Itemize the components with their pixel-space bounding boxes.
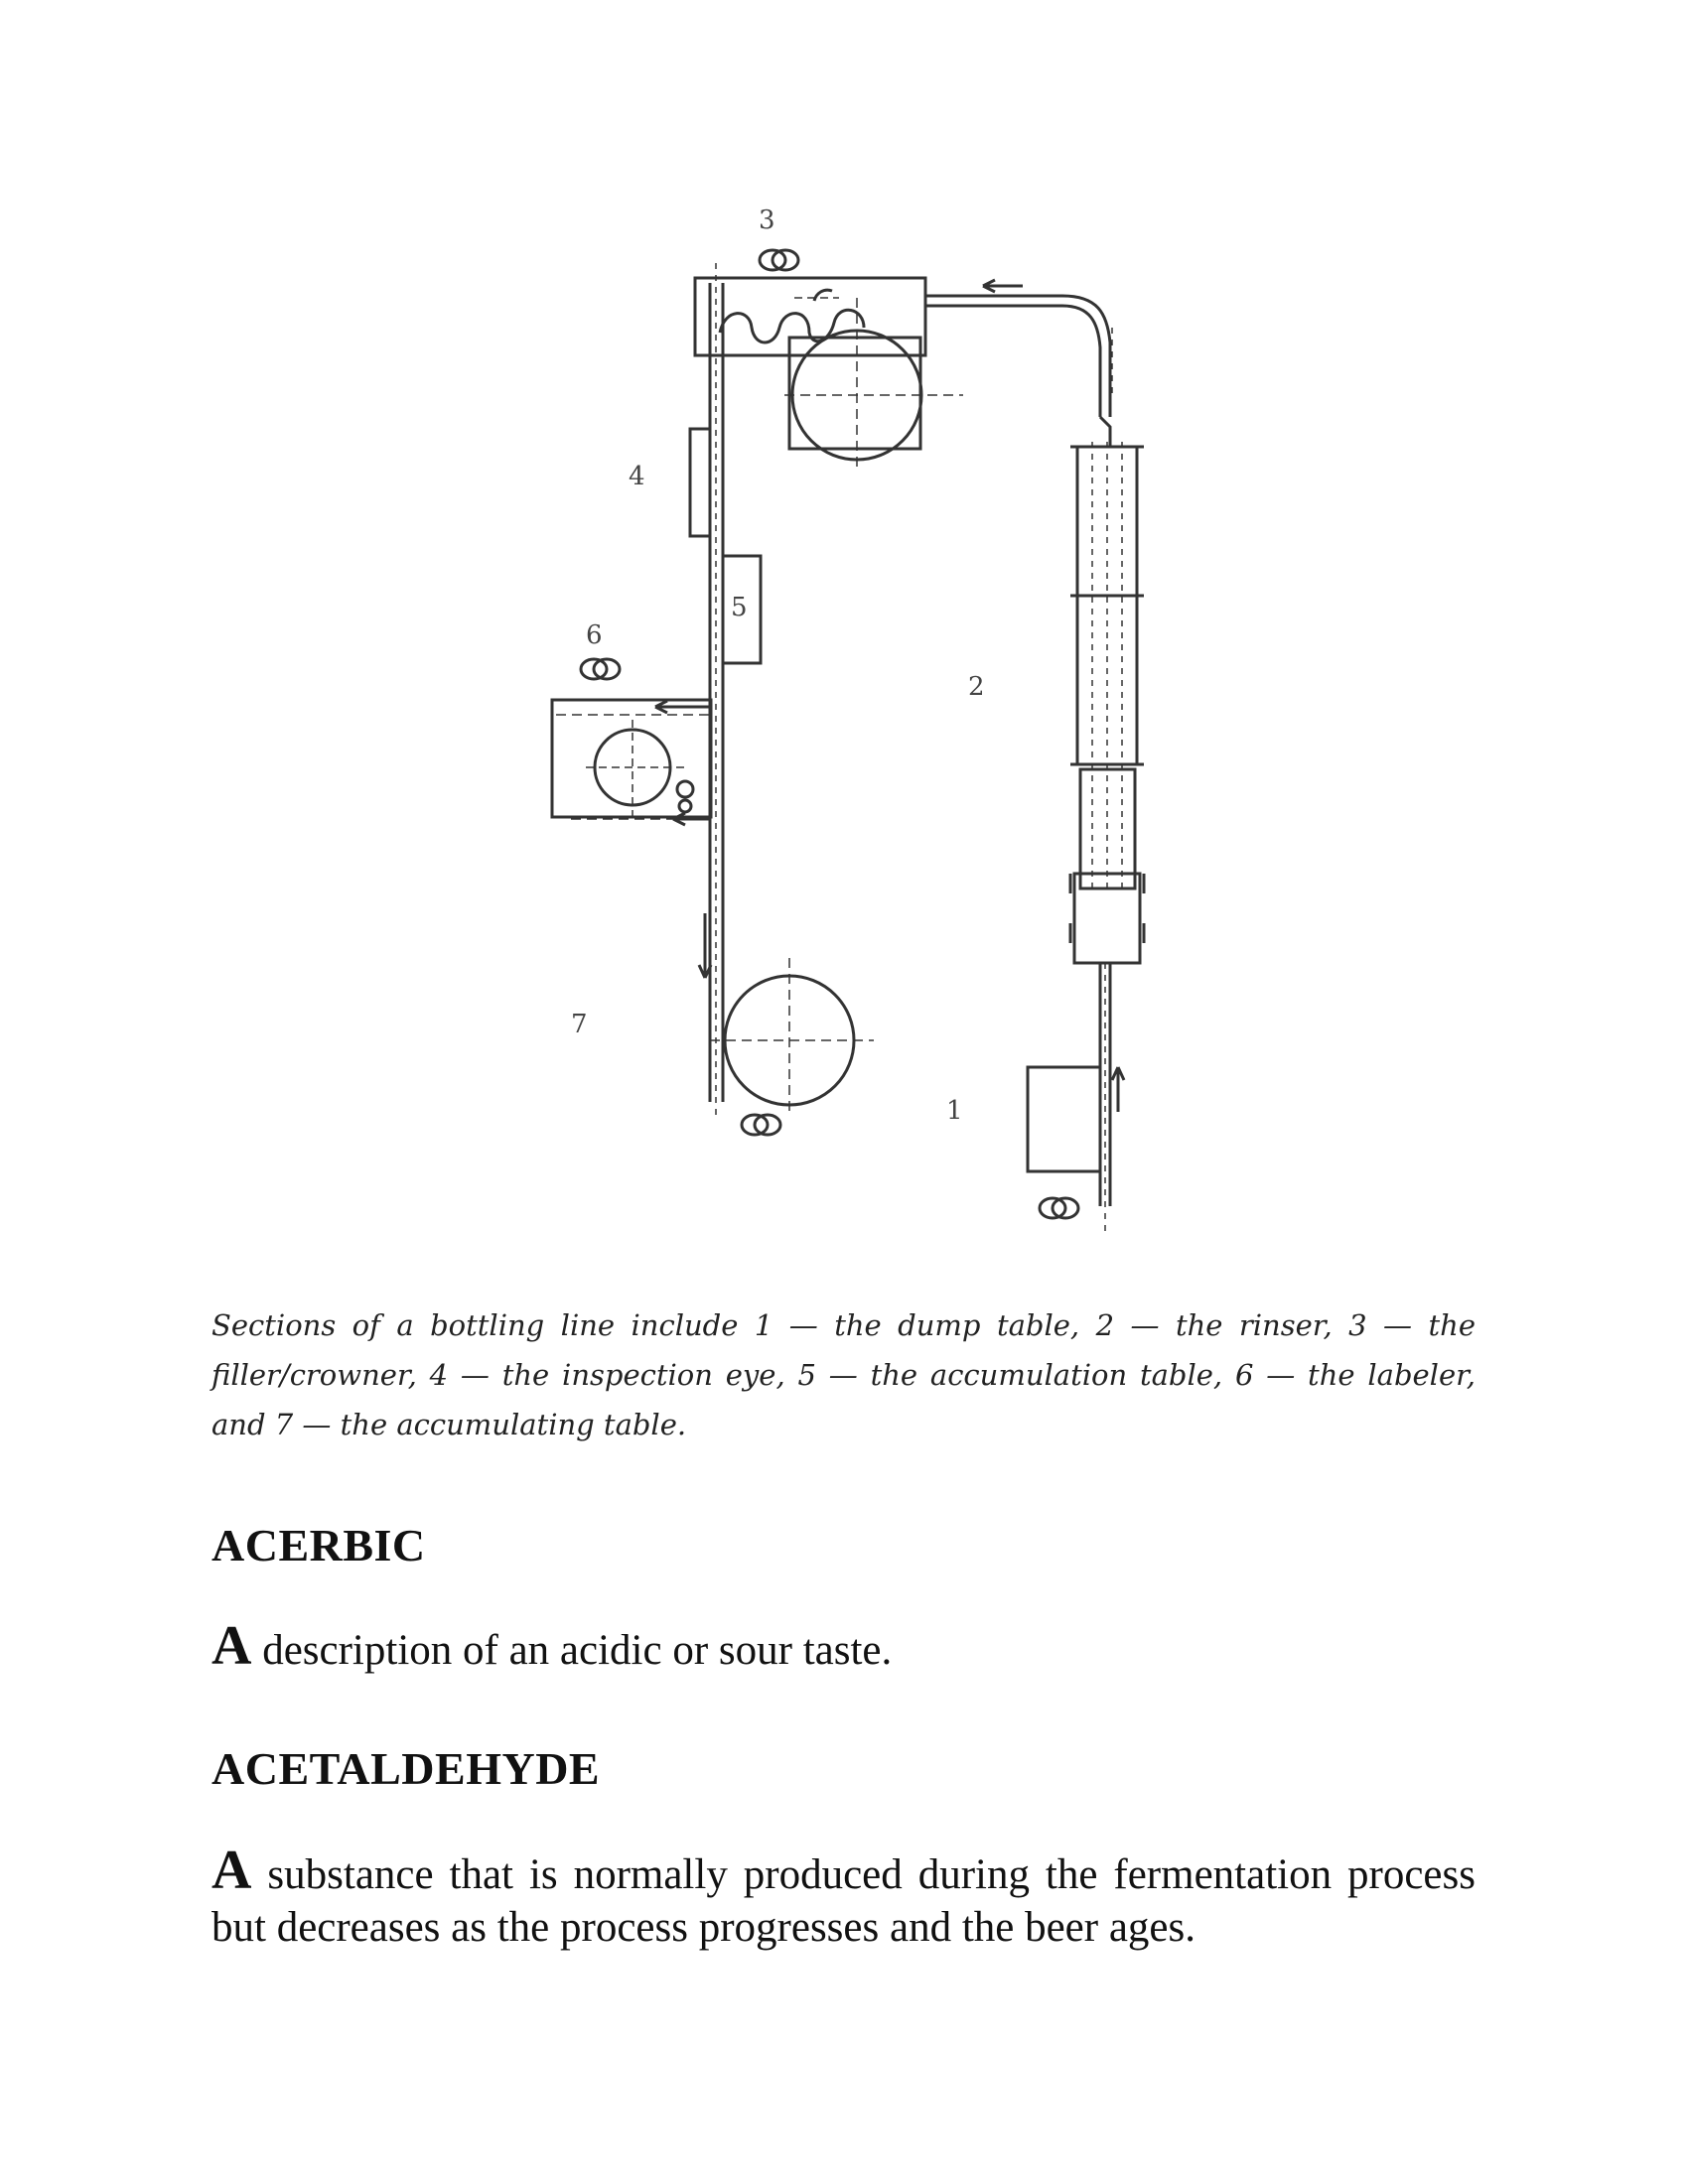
- term-heading: ACERBIC: [211, 1520, 426, 1570]
- bottle-symbol-6: [581, 659, 620, 679]
- definition-body: substance that is normally produced during the fermentation process but decreases as the process progresses and the beer ages.: [211, 1851, 1476, 1951]
- definition-text: [211, 1840, 1476, 1954]
- figure-label-5: 5: [731, 593, 748, 622]
- accumulating-table-unit: [699, 913, 874, 1117]
- figure-label-7: 7: [571, 1010, 588, 1039]
- term-heading: ACETALDEHYDE: [211, 1743, 601, 1794]
- rinser-unit: [1070, 417, 1144, 963]
- top-transfer-conveyor: [814, 280, 1112, 417]
- definition-body: description of an acidic or sour taste.: [251, 1627, 893, 1674]
- left-conveyor: [710, 263, 723, 1117]
- definition-initial: A: [211, 1840, 252, 1901]
- definition-initial: A: [211, 1615, 252, 1677]
- bottle-symbol-1: [1040, 1198, 1078, 1218]
- labeler-unit: [552, 700, 711, 825]
- bottle-symbol-7: [742, 1115, 780, 1135]
- definition-text: [211, 1615, 1476, 1677]
- figure-label-3: 3: [759, 205, 775, 235]
- figure-label-6: 6: [586, 620, 603, 650]
- figure-label-2: 2: [968, 672, 985, 702]
- dump-table-unit: [1028, 963, 1124, 1236]
- figure-label-1: 1: [946, 1096, 963, 1126]
- figure-caption: Sections of a bottling line include 1 — the dump table, 2 — the rinser, 3 — the filler/crowner, 4 — the inspection eye, 5 — the accumulation table, 6 — the labeler, and 7 — the accumulating table.: [211, 1308, 1476, 1441]
- bottle-symbol-3: [760, 250, 798, 270]
- figure-label-4: 4: [629, 462, 645, 491]
- filler-crowner-unit: [695, 278, 963, 472]
- inspection-eye-block: [690, 429, 710, 536]
- bottling-line-diagram: [496, 189, 1192, 1261]
